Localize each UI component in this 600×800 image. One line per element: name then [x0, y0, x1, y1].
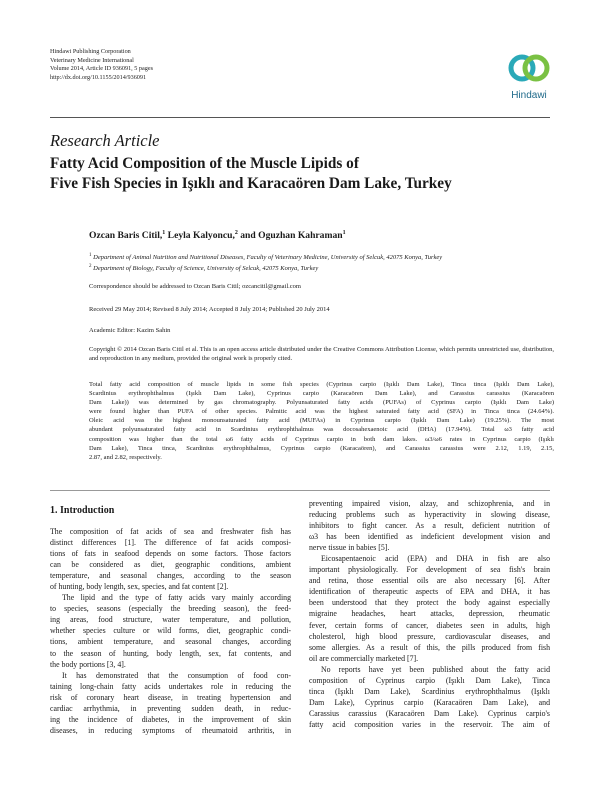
abstract-line: abundant polyunsaturated fatty acid in Scardinius erythrophthalmus was docosahexaenoic acid (DHA) (17.94%). Total ω3 fatty acid: [89, 426, 554, 434]
text-line: tions of fats in seafood depends on some factors. Those factors: [50, 549, 291, 559]
hindawi-rings-icon: [498, 46, 560, 90]
paragraph: [309, 553, 550, 663]
text-line: tions, ambient temperature, and seasonal changes, according: [50, 637, 291, 647]
text-line: fever, certain forms of cancer, diabetes seen in adults, high: [309, 620, 550, 630]
text-line: distinct differences [1]. The difference of fat acids composi-: [50, 538, 291, 548]
affiliations: [89, 251, 554, 274]
text-line: cholesterol, high blood pressure, cardiovascular diseases, and: [309, 631, 550, 641]
abstract-line: Total fatty acid composition of muscle lipids in some fish species (Cyprinus carpio (Işıklı Dam Lake), Tinca tinca (Işıklı Dam Lake),: [89, 381, 554, 388]
journal-meta: [50, 48, 153, 82]
affiliation-text: Department of Animal Nutrition and Nutritional Diseases, Faculty of Veterinary Medicine, University of Selcuk, 42075 Konya, Turkey: [91, 254, 443, 262]
logo-wordmark: Hindawi: [511, 90, 547, 101]
abstract-line: Dam Lake), Tinca tinca, Scardinius erythrophthalmus, Cyprinus carpio (Karacaören), and Carassius carassius were 2.12, 1.19, 2.15,: [89, 444, 554, 452]
text-line: oil are commercially marketed [7].: [309, 653, 419, 663]
text-line: composition of Cyprinus carpio (Işıklı Dam Lake), Tinca: [309, 675, 550, 685]
paragraph: [50, 526, 291, 592]
text-line: preventing impaired vision, alzay, and schizophrenia, and in: [309, 499, 550, 508]
abstract-line: Scardinius erythrophthalmus (Işıklı Dam Lake), Cyprinus carpio (Karacaören Dam Lake), and Carassius carassius (Karacaören: [89, 390, 554, 398]
author-name: Ozcan Baris Citil,: [89, 230, 163, 242]
text-line: identification of therapeutic aspects of EPA and DHA, it has: [309, 587, 550, 597]
text-line: been understood that they protect the body against especially: [309, 598, 550, 608]
abstract: [89, 380, 554, 462]
abstract-divider: [50, 490, 550, 491]
author-affiliation-mark: 1: [162, 230, 166, 236]
paragraph: [50, 592, 291, 669]
text-line: to the season of hunting, body length, sex, fat contents, and: [50, 648, 291, 658]
section-heading: 1. Introduction: [50, 505, 115, 516]
text-line: The composition of fat acids of sea and freshwater fish has: [50, 527, 291, 536]
paragraph: [309, 498, 550, 553]
abstract-line: 2.87, and 2.82, respectively.: [89, 453, 162, 461]
abstract-line: Dam Lake)) was determined by gas chromatography. Polyunsaturated fatty acids (PUFAs) of Cyprinus carpio (Işıklı Dam Lake): [89, 399, 554, 407]
text-line: Carassius carassius (Karacaören Dam Lake). Cyprinus carpio's: [309, 708, 550, 718]
affiliation-mark: 1: [89, 253, 92, 258]
title-line: Fatty Acid Composition of the Muscle Lipids of: [50, 155, 359, 172]
volume-line: Volume 2014, Article ID 936091, 5 pages: [50, 65, 153, 73]
text-line: to species, seasons (especially the breeding season), the feed-: [50, 604, 291, 614]
article-type: Research Article: [50, 131, 160, 150]
text-line: taining long-chain fatty acids undertakes role in reducing the: [50, 681, 291, 691]
left-column: [50, 505, 291, 736]
text-line: fatty acid composition varies in the reservoir. The aim of: [309, 719, 550, 729]
text-line: The lipid and the type of fatty acids vary mainly according: [62, 593, 291, 603]
abstract-line: Oleic acid was the highest monounsaturated fatty acid (MUFAs) in Cyprinus carpio (Işıklı Dam Lake) (19.25%). The most: [89, 417, 554, 425]
right-column: [309, 498, 550, 730]
title-line: Five Fish Species in Işıklı and Karacaören Dam Lake, Turkey: [50, 174, 452, 192]
author-affiliation-mark: 2: [234, 230, 238, 236]
author-name: and Oguzhan Kahraman: [237, 230, 343, 242]
doi-link[interactable]: http://dx.doi.org/10.1155/2014/936091: [50, 73, 147, 81]
text-line: It has demonstrated that the consumption of food con-: [62, 670, 291, 680]
academic-editor: Academic Editor: Kazim Sahin: [89, 327, 171, 334]
author-affiliation-mark: 1: [342, 230, 346, 236]
text-line: some allergies. As a result of this, the pills produced from fish: [309, 642, 550, 652]
text-line: ing the incidence of diabetes, in the improvement of skin: [50, 714, 291, 724]
correspondence: Correspondence should be addressed to Ozcan Baris Citil; ozcancitil@gmail.com: [89, 283, 301, 290]
publisher-name: Hindawi Publishing Corporation: [50, 48, 131, 55]
abstract-line: were found higher than PUFA of other species. Palmitic acid was the highest saturated fatty acid (SFA) in Tinca tinca (24.64%).: [89, 408, 554, 416]
author-list: [89, 230, 346, 241]
text-line: can be considered as diet, geographic conditions, ambient: [50, 560, 291, 570]
copyright-notice: Copyright © 2014 Ozcan Baris Citil et al. This is an open access article distributed under the Creative Commons Attribution License, which permits unrestricted use, distribution, and reproduction in any medium, provided the original work is properly cited.: [89, 346, 554, 363]
text-line: nerve tissue in babies [5].: [309, 543, 390, 553]
affiliation-text: Department of Biology, Faculty of Science, University of Selcuk, 42075 Konya, Turkey: [91, 265, 319, 273]
affiliation: [89, 262, 554, 273]
paragraph: [309, 664, 550, 730]
affiliation-mark: 2: [89, 264, 92, 270]
text-line: No reports have yet been published about the fatty acid: [321, 664, 550, 674]
hindawi-logo: [498, 46, 560, 110]
text-line: whether species culture or wild forms, diet, geographic condi-: [50, 626, 291, 636]
text-line: reducing problems such as hyperactivity in slowing disease,: [309, 510, 550, 520]
abstract-line: composition was higher than the total ω6 fatty acids of Cyprinus carpio in both dam lakes. ω3/ω6 rates in Cyprinus carpio (Işıklı: [89, 435, 554, 443]
text-line: migraine headaches, heart attacks, depression, rheumatic: [309, 609, 550, 619]
text-line: cardiac arrhythmia, in preventing sudden death, in reduc-: [50, 703, 291, 713]
text-line: and retina, those essential oils are also necessary [6]. After: [309, 576, 550, 586]
text-line: ing areas, food structure, water temperature, and pollution,: [50, 615, 291, 625]
text-line: Dam Lake), Cyprinus carpio (Karacaören Dam Lake), and: [309, 697, 550, 707]
author-name: Leyla Kalyoncu,: [165, 230, 235, 242]
journal-name: Veterinary Medicine International: [50, 56, 134, 64]
publication-dates: Received 29 May 2014; Revised 8 July 2014; Accepted 8 July 2014; Published 20 July 2014: [89, 306, 330, 313]
paragraph: [50, 670, 291, 736]
text-line: tinca (Işıklı Dam Lake), Scardinius erythrophthalmus (Işıklı: [309, 686, 550, 696]
text-line: inhibitors to fight cancer. As a result, deficient nutrition of: [309, 521, 550, 531]
text-line: of hunting, body length, sex, species, and fat content [2].: [50, 582, 229, 592]
affiliation: [89, 251, 554, 262]
text-line: the body portions [3, 4].: [50, 659, 126, 669]
text-line: diseases, in reducing symptoms of rheumatoid arthritis, in: [50, 725, 291, 735]
text-line: Eicosapentaenoic acid (EPA) and DHA in fish are also: [321, 554, 550, 564]
article-title: [50, 154, 570, 193]
text-line: ω3 has been identified as indeficient development vision and: [309, 532, 550, 542]
text-line: temperature, and seasonal changes, according to the season: [50, 571, 291, 581]
header-divider: [50, 117, 550, 118]
text-line: risk of coronary heart disease, in treating hypertension and: [50, 692, 291, 702]
text-line: important physiologically. For development of sea fish's brain: [309, 565, 550, 575]
